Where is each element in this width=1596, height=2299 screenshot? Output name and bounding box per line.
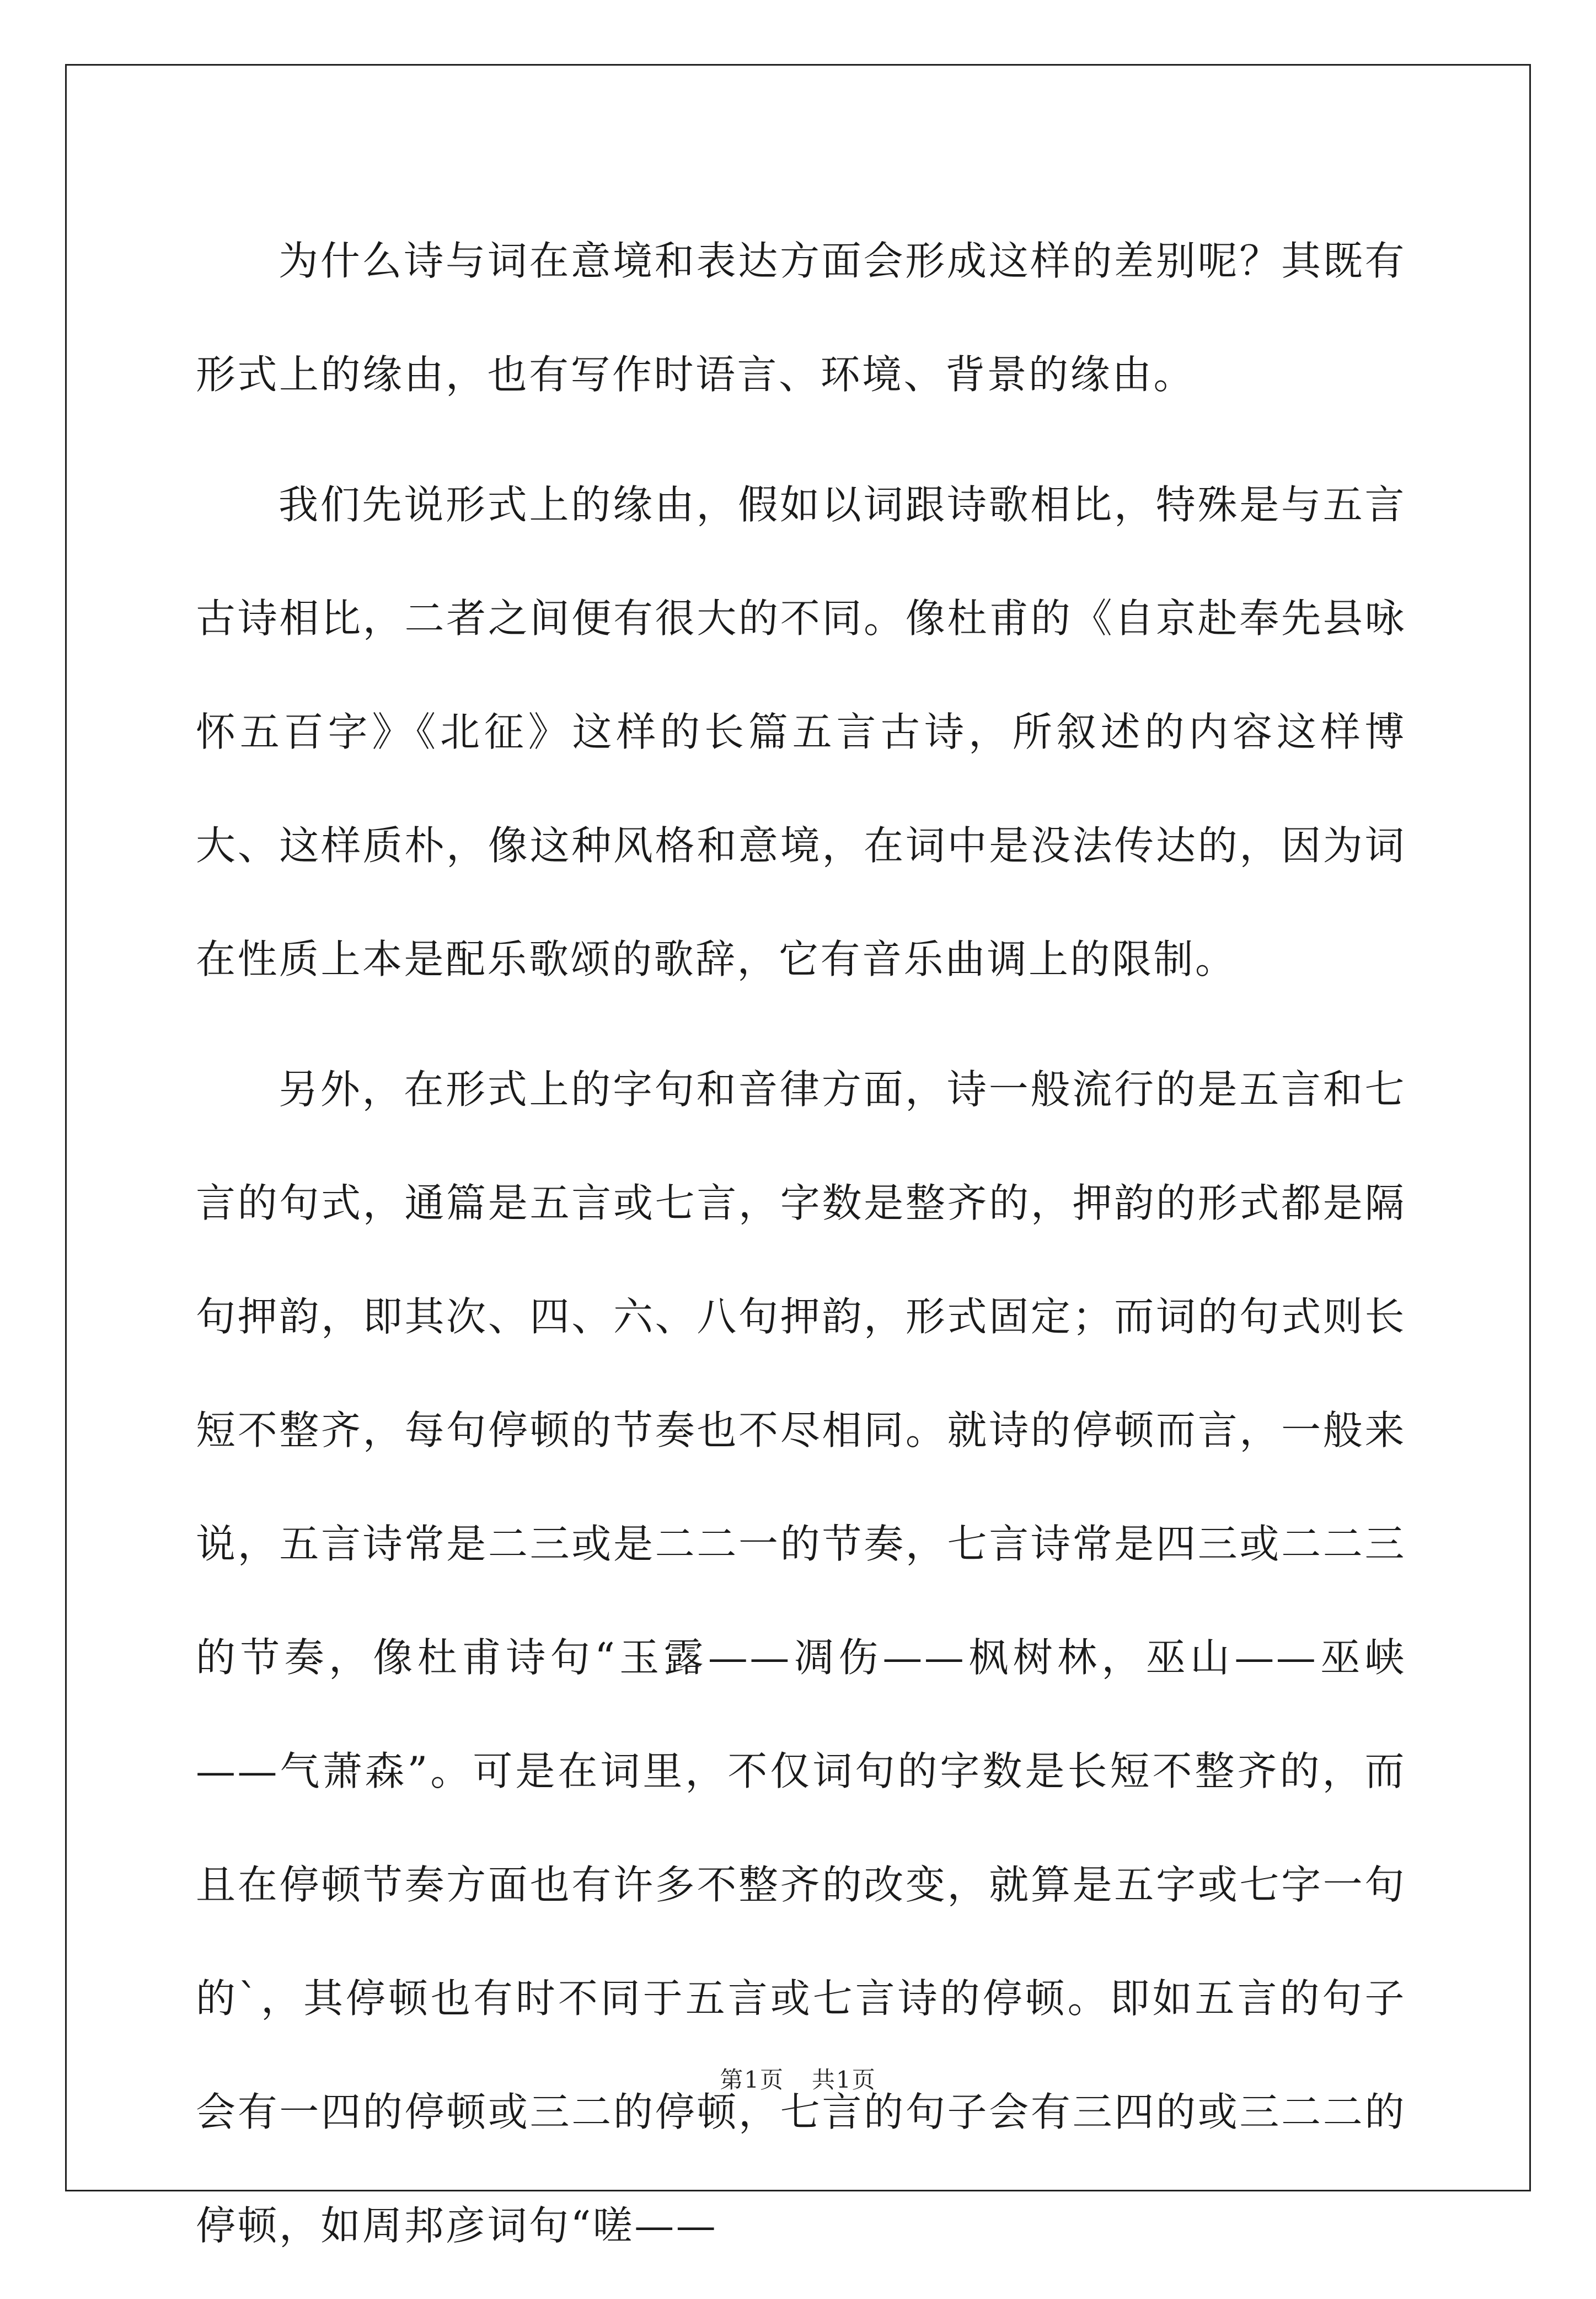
paragraph-3: 另外，在形式上的字句和音律方面，诗一般流行的是五言和七言的句式，通篇是五言或七言，字数是整齐的，押韵的形式都是隔句押韵，即其次、四、六、八句押韵，形式固定；而词的句式则长短不整齐，每句停顿的节奏也不尽相同。就诗的停顿而言，一般来说，五言诗常是二三或是二二一的节奏，七言诗常是四三或二二三的节奏，像杜甫诗句“玉露——凋伤——枫树林，巫山——巫峡——气萧森”。可是在词里，不仅词句的字数是长短不整齐的，而且在停顿节奏方面也有许多不整齐的改变，就算是五字或七字一句的`，其停顿也有时不同于五言或七言诗的停顿。即如五言的句子会有一四的停顿或三二的停顿，七言的句子会有三四的或三二二的停顿，如周邦彦词句“嗟—— — [196, 1066, 1406, 2249]
page-total: 共1页 — [812, 2066, 876, 2093]
paragraph-2: 我们先说形式上的缘由，假如以词跟诗歌相比，特殊是与五言古诗相比，二者之间便有很大的不同。像杜甫的《自京赴奉先县咏怀五百字》《北征》这样的长篇五言古诗，所叙述的内容这样博大、这样质朴，像这种风格和意境，在词中是没法传达的，因为词在性质上本是配乐歌颂的歌辞，它有音乐曲调上的限制。 — [196, 482, 1406, 982]
page-number: 第1页 — [720, 2066, 784, 2093]
page-footer — [0, 2062, 1596, 2095]
document-body — [196, 204, 1406, 2299]
paragraph-1: 为什么诗与词在意境和表达方面会形成这样的差别呢？其既有形式上的缘由，也有写作时语言、环境、背景的缘由。 — [196, 238, 1406, 398]
